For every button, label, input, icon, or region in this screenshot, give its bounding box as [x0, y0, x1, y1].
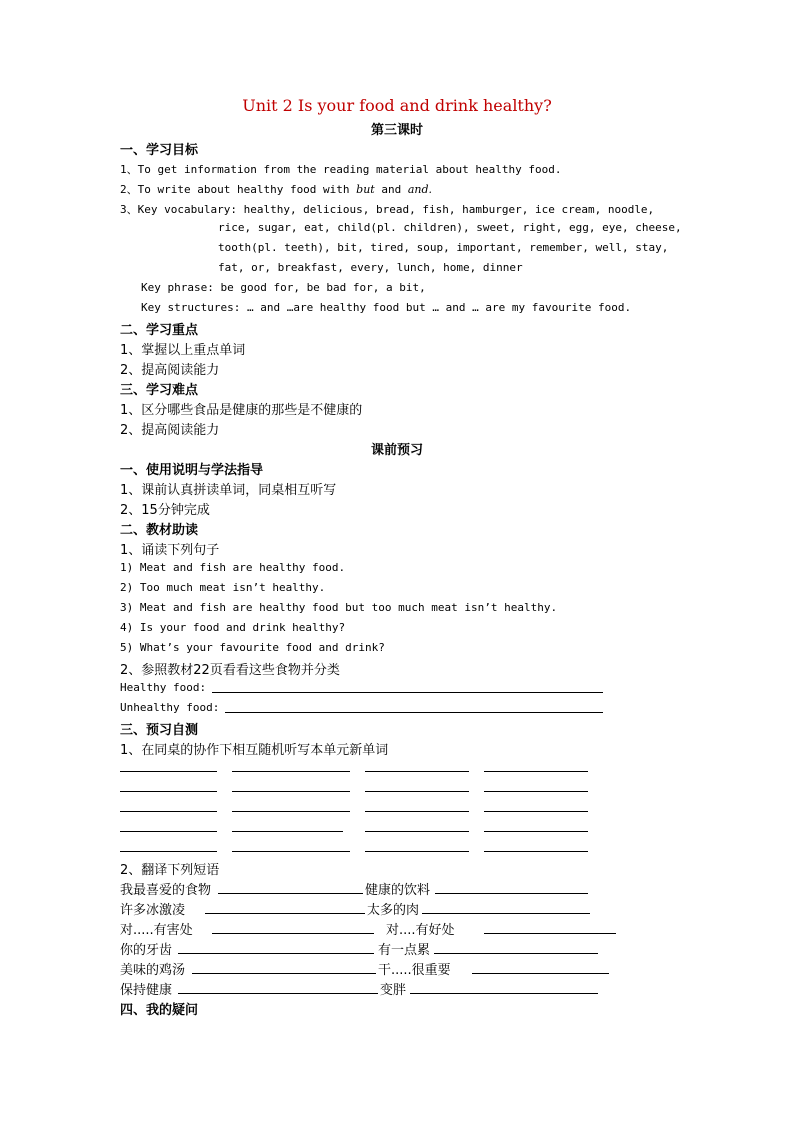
classify-task: 2、参照教材22页看看这些食物并分类: [120, 663, 340, 678]
vocab-line: tooth(pl. teeth), bit, tired, soup, important, remember, well, stay,: [218, 241, 669, 254]
self-test-heading: 三、预习自测: [120, 723, 199, 738]
dictation-blank[interactable]: [365, 811, 469, 812]
dictation-blank[interactable]: [232, 791, 350, 792]
translation-blank[interactable]: [218, 893, 363, 894]
objective-3: 3、Key vocabulary: healthy, delicious, bread, fish, hamburger, ice cream, noodle,: [120, 203, 655, 216]
healthy-food-label: Healthy food:: [120, 681, 207, 694]
dictation-blank[interactable]: [365, 851, 469, 852]
dictation-blank[interactable]: [484, 791, 588, 792]
sentence: 3) Meat and fish are healthy food but too much meat isn’t healthy.: [120, 601, 558, 614]
sentence: 4) Is your food and drink healthy?: [120, 621, 346, 634]
translation-blank[interactable]: [205, 913, 365, 914]
phrase-label: 健康的饮料: [365, 883, 431, 898]
section-difficulties-heading: 三、学习难点: [120, 383, 199, 398]
dictation-blank[interactable]: [484, 851, 588, 852]
translation-blank[interactable]: [434, 953, 598, 954]
dictation-blank[interactable]: [365, 831, 469, 832]
dictation-blank[interactable]: [120, 771, 217, 772]
difficulty: 1、区分哪些食品是健康的那些是不健康的: [120, 403, 363, 418]
reading-task: 1、诵读下列句子: [120, 543, 220, 558]
difficulty: 2、提高阅读能力: [120, 423, 220, 438]
instruction: 1、课前认真拼读单词，同桌相互听写: [120, 483, 337, 498]
vocab-line: fat, or, breakfast, every, lunch, home, dinner: [218, 261, 523, 274]
preview-heading: 课前预习: [370, 443, 423, 458]
phrase-label: 对.....有害处: [120, 923, 193, 938]
translation-blank[interactable]: [422, 913, 590, 914]
phrase-label: 对....有好处: [386, 923, 455, 938]
translate-task: 2、翻译下列短语: [120, 863, 220, 878]
translation-blank[interactable]: [212, 933, 374, 934]
lesson-label: 第三课时: [370, 123, 423, 138]
phrase-label: 太多的肉: [367, 903, 420, 918]
dictation-blank[interactable]: [120, 811, 217, 812]
dictation-blank[interactable]: [232, 831, 343, 832]
sentence: 1) Meat and fish are healthy food.: [120, 561, 346, 574]
dictation-blank[interactable]: [120, 851, 217, 852]
key-structures: Key structures: … and …are healthy food but … and … are my favourite food.: [141, 301, 632, 314]
phrase-label: 美味的鸡汤: [120, 963, 186, 978]
phrase-label: 我最喜爱的食物: [120, 883, 212, 898]
translation-blank[interactable]: [192, 973, 376, 974]
dictation-blank[interactable]: [232, 771, 350, 772]
key-point: 1、掌握以上重点单词: [120, 343, 246, 358]
translation-blank[interactable]: [410, 993, 598, 994]
my-questions-heading: 四、我的疑问: [120, 1003, 199, 1018]
translation-blank[interactable]: [178, 953, 374, 954]
dictation-task: 1、在同桌的协作下相互随机听写本单元新单词: [120, 743, 389, 758]
translation-blank[interactable]: [178, 993, 378, 994]
dictation-blank[interactable]: [365, 771, 469, 772]
dictation-blank[interactable]: [232, 811, 350, 812]
phrase-label: 你的牙齿: [120, 943, 173, 958]
section-key-points-heading: 二、学习重点: [120, 323, 199, 338]
vocab-line: rice, sugar, eat, child(pl. children), sweet, right, egg, eye, cheese,: [218, 221, 682, 234]
sentence: 2) Too much meat isn’t healthy.: [120, 581, 326, 594]
phrase-label: 保持健康: [120, 983, 173, 998]
key-point: 2、提高阅读能力: [120, 363, 220, 378]
objective-1: 1、To get information from the reading material about healthy food.: [120, 163, 562, 176]
phrase-label: 许多冰激凌: [120, 903, 186, 918]
objective-2: 2、To write about healthy food with but and and.: [120, 183, 433, 196]
translation-blank[interactable]: [435, 893, 588, 894]
dictation-blank[interactable]: [365, 791, 469, 792]
section-objectives-heading: 一、学习目标: [120, 143, 199, 158]
instruction: 2、15分钟完成: [120, 503, 210, 518]
unhealthy-food-label: Unhealthy food:: [120, 701, 220, 714]
dictation-blank[interactable]: [484, 811, 588, 812]
translation-blank[interactable]: [484, 933, 616, 934]
translation-blank[interactable]: [472, 973, 609, 974]
dictation-blank[interactable]: [484, 771, 588, 772]
dictation-blank[interactable]: [120, 791, 217, 792]
phrase-label: 干.....很重要: [378, 963, 451, 978]
key-phrase: Key phrase: be good for, be bad for, a bit,: [141, 281, 426, 294]
phrase-label: 有一点累: [378, 943, 431, 958]
page-title: Unit 2 Is your food and drink healthy?: [242, 96, 552, 115]
phrase-label: 变胖: [380, 983, 407, 998]
sentence: 5) What’s your favourite food and drink?: [120, 641, 385, 654]
dictation-blank[interactable]: [120, 831, 217, 832]
healthy-food-blank[interactable]: [212, 692, 603, 693]
dictation-blank[interactable]: [232, 851, 350, 852]
unhealthy-food-blank[interactable]: [225, 712, 603, 713]
instructions-heading: 一、使用说明与学法指导: [120, 463, 264, 478]
dictation-blank[interactable]: [484, 831, 588, 832]
reading-aid-heading: 二、教材助读: [120, 523, 199, 538]
